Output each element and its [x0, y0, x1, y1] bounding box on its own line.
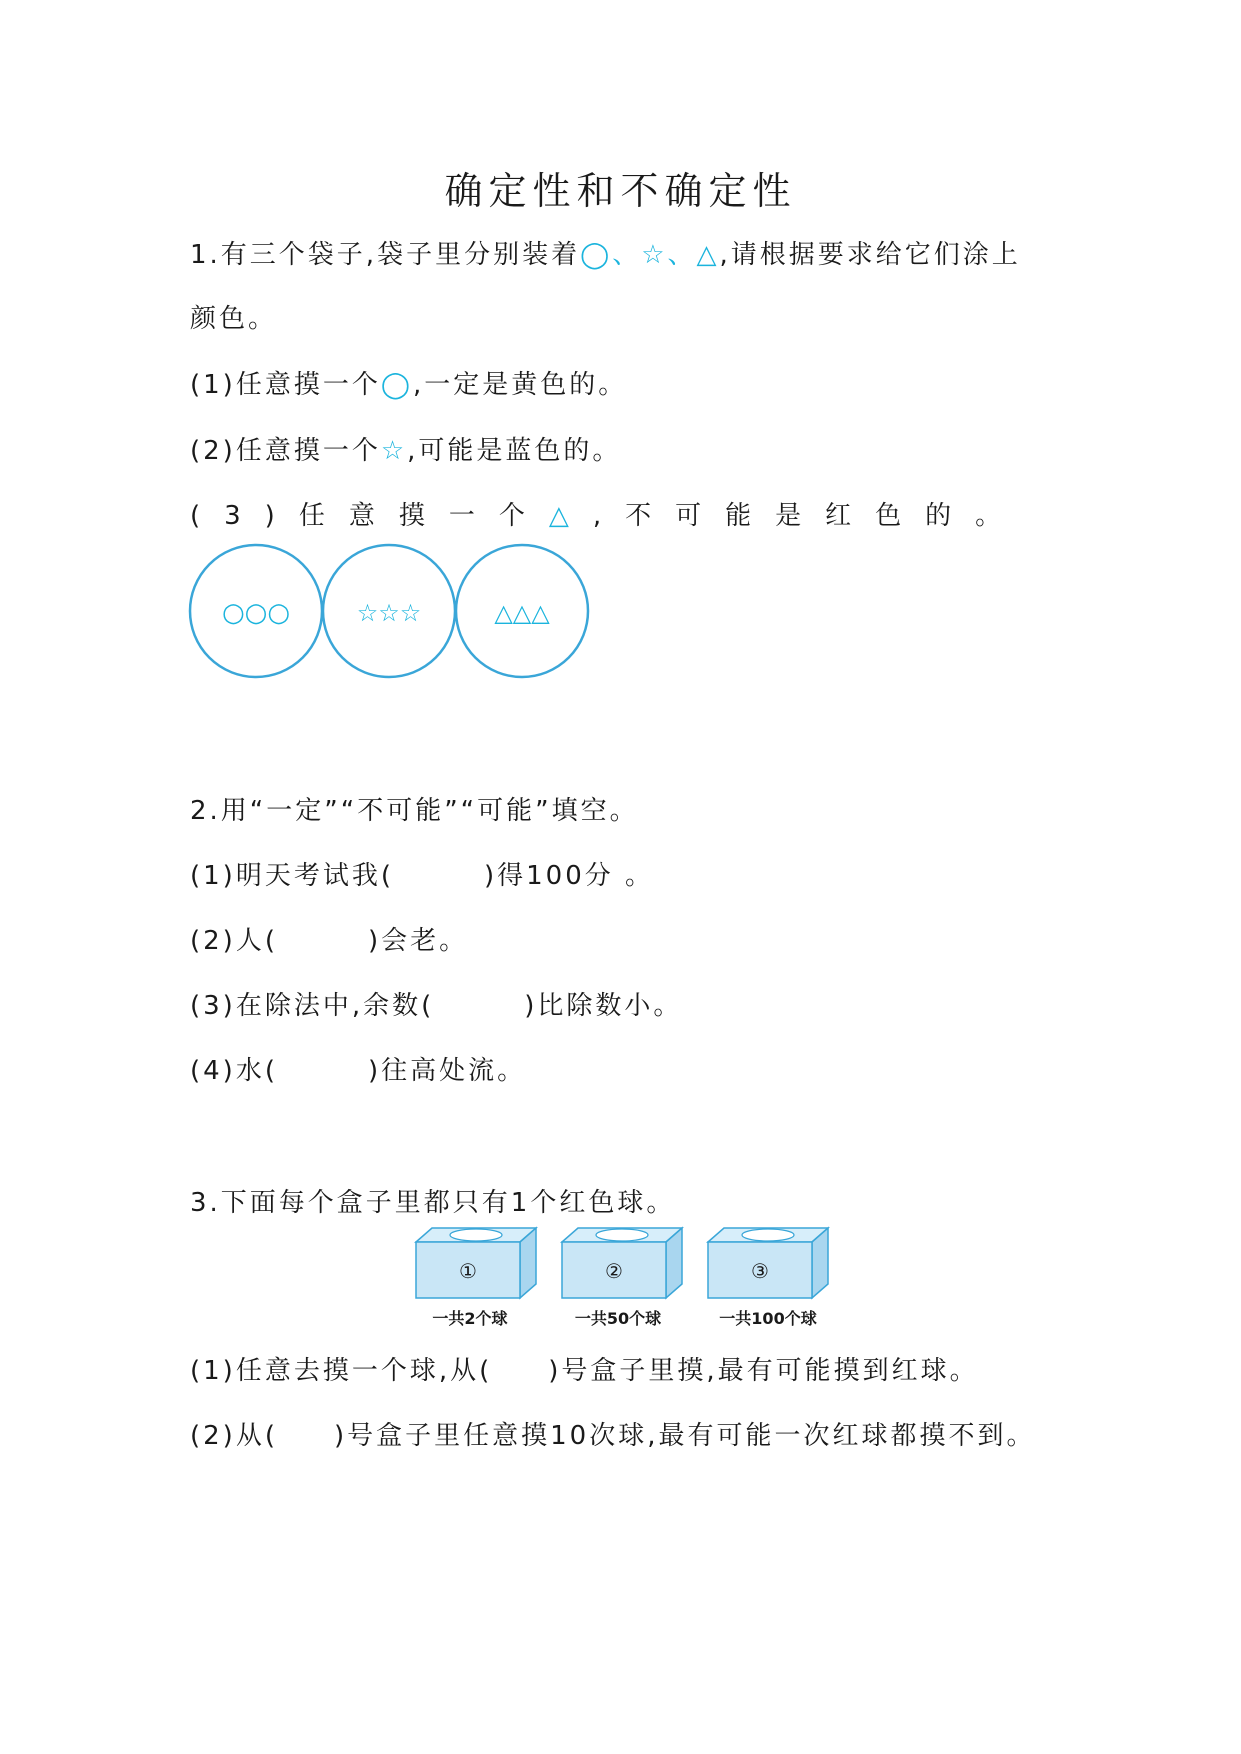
q1-item-2-text-b: ,可能是蓝色的。 [407, 436, 622, 466]
box-1-number: ① [459, 1259, 477, 1283]
q3-item-1-text-a: (1)任意去摸一个球,从( [190, 1356, 493, 1386]
q2-item-2 [190, 920, 468, 957]
q2-item-1 [190, 855, 654, 892]
separator: 、 [667, 240, 697, 270]
box-2-number: ② [605, 1259, 623, 1283]
q2-item-4 [190, 1050, 526, 1087]
q2-item-2-text-b: )会老。 [367, 926, 469, 956]
bags-figure [180, 538, 600, 688]
box-2-caption: 一共50个球 [574, 1309, 662, 1328]
circle-icon: ◯ [580, 240, 613, 270]
separator: 、 [612, 240, 642, 270]
q2-prompt: 2.用“一定”“不可能”“可能”填空。 [190, 796, 639, 826]
q3-item-2-text-b: )号盒子里任意摸10次球,最有可能一次红球都摸不到。 [333, 1421, 1036, 1451]
q1-item-2 [190, 430, 621, 467]
q2-item-2-text-a: (2)人( [190, 926, 278, 956]
q1-item-3 [190, 495, 1025, 532]
box-1 [416, 1228, 536, 1298]
box-3-caption: 一共100个球 [719, 1309, 817, 1328]
q3-item-1-text-b: )号盒子里摸,最有可能摸到红球。 [548, 1356, 979, 1386]
q1-item-1 [190, 364, 627, 401]
q2-item-4-text-b: )往高处流。 [367, 1056, 527, 1086]
q1-prompt [190, 234, 1021, 271]
q1-prompt-continued: 颜色。 [190, 304, 278, 334]
box-2 [562, 1228, 682, 1298]
page-title: 确定性和不确定性 [444, 169, 797, 213]
q2-item-3-text-b: )比除数小。 [524, 991, 683, 1021]
circle-icon: ◯ [380, 370, 413, 400]
bag-3-contents: △△△ [494, 599, 550, 627]
q2-item-3 [190, 985, 682, 1022]
q1-prompt-text-b: ,请根据要求给它们涂上 [719, 240, 1021, 270]
q1-item-2-text-a: (2)任意摸一个 [190, 436, 381, 466]
q2-item-1-text-b: )得100分 。 [483, 861, 655, 891]
q1-item-1-text-a: (1)任意摸一个 [190, 370, 381, 400]
box-3-number: ③ [751, 1259, 769, 1283]
q2-item-3-text-a: (3)在除法中,余数( [190, 991, 435, 1021]
q1-prompt-text-a: 1.有三个袋子,袋子里分别装着 [190, 240, 581, 270]
q1-item-1-text-b: ,一定是黄色的。 [412, 370, 628, 400]
star-icon: ☆ [641, 240, 668, 270]
q3-item-2-text-a: (2)从( [190, 1421, 278, 1451]
box-3 [708, 1228, 828, 1298]
q2-item-4-text-a: (4)水( [190, 1056, 278, 1086]
bag-2-contents: ☆☆☆ [356, 599, 422, 627]
box-1-caption: 一共2个球 [432, 1309, 508, 1328]
q2-item-1-text-a: (1)明天考试我( [190, 861, 394, 891]
q3-prompt: 3.下面每个盒子里都只有1个红色球。 [190, 1188, 676, 1218]
q1-item-3-text-a: (3)任意摸一个 [190, 501, 549, 531]
boxes-figure [410, 1222, 840, 1332]
star-icon: ☆ [380, 436, 408, 466]
q3-item-2 [190, 1415, 1035, 1452]
triangle-icon: △ [548, 501, 593, 531]
triangle-icon: △ [696, 240, 720, 270]
q1-item-3-text-b: ,不可能是红色的。 [592, 501, 1026, 531]
bag-1-contents: ○○○ [221, 598, 291, 628]
q3-item-1 [190, 1350, 979, 1387]
